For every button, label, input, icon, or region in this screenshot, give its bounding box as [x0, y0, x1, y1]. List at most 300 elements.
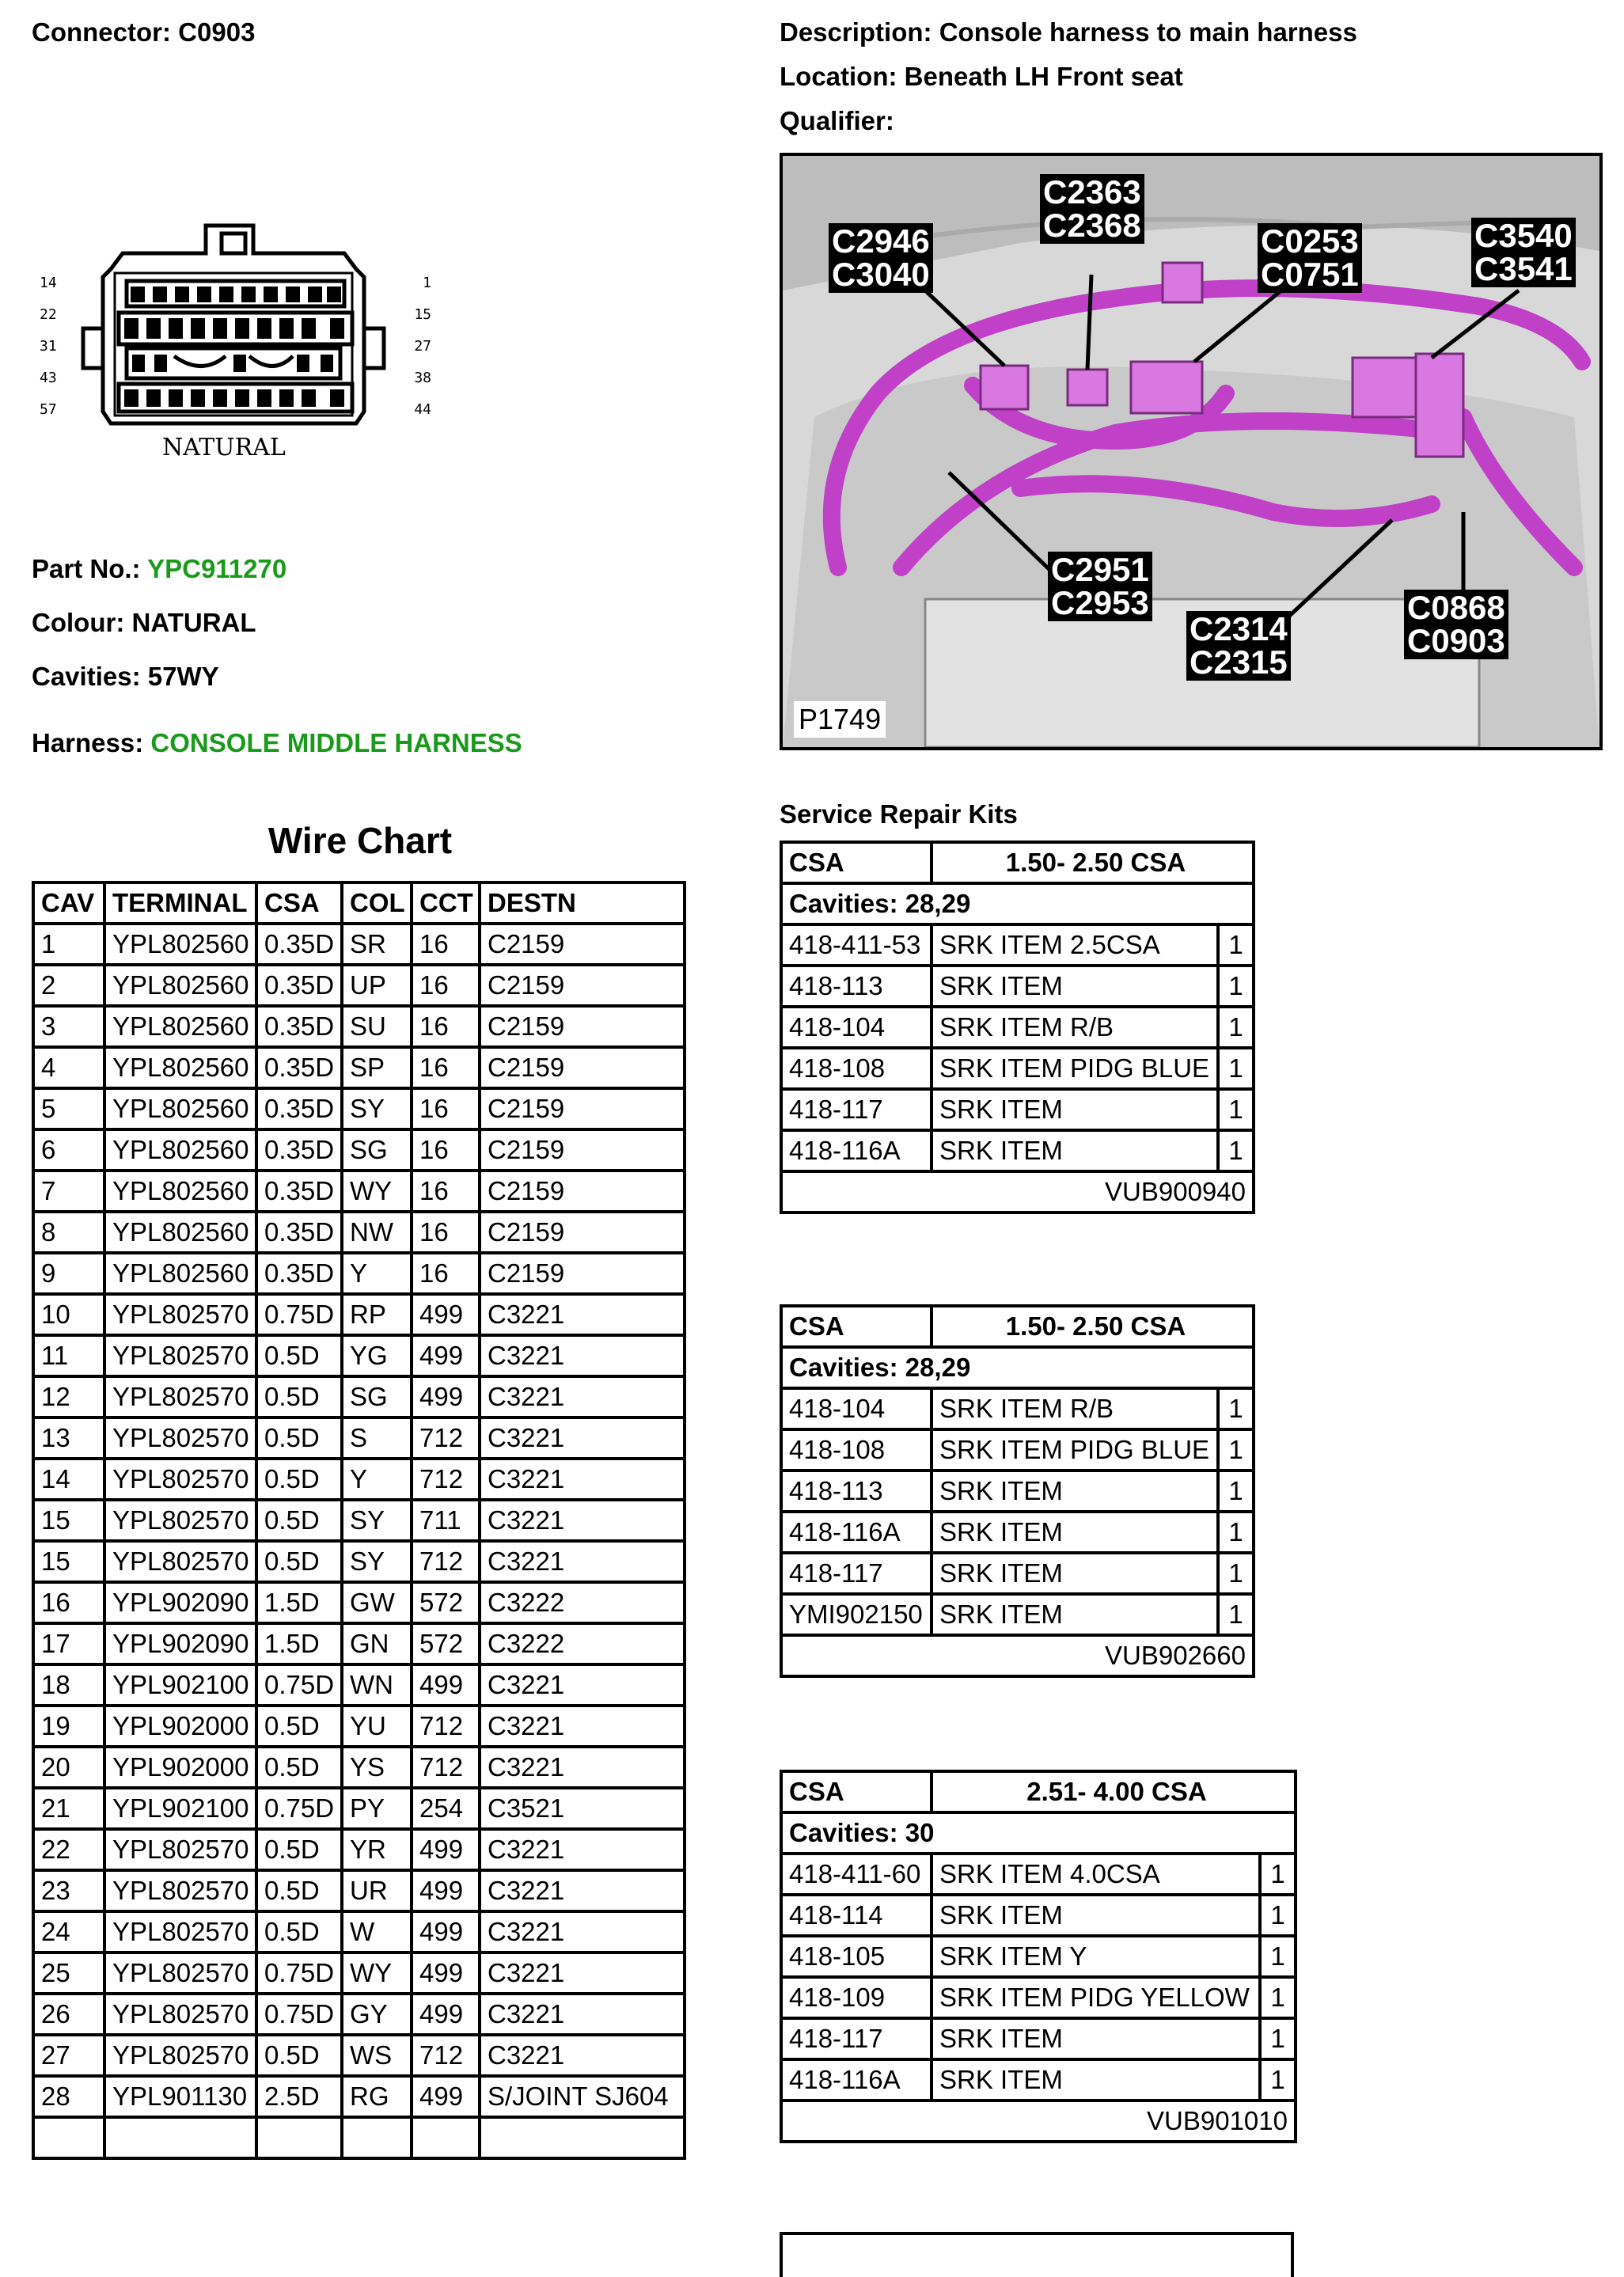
description-value: Console harness to main harness — [939, 17, 1357, 47]
photo-label-line: C2946 — [832, 222, 930, 260]
table-cell: 17 — [33, 1623, 104, 1664]
table-row — [33, 1047, 685, 1088]
kit-header-row — [781, 842, 1254, 883]
table-cell: C3221 — [480, 1500, 685, 1541]
table-cell: 0.5D — [256, 1870, 342, 1911]
table-row — [33, 1253, 685, 1294]
table-cell: 0.5D — [256, 1376, 342, 1417]
table-cell — [412, 2117, 480, 2158]
photo-label-line: C0868 — [1407, 589, 1505, 626]
kit-item-quantity: 1 — [1218, 1007, 1254, 1048]
table-cell: C2159 — [480, 1006, 685, 1047]
pin-label: 31 — [40, 338, 57, 355]
table-cell: YPL802570 — [104, 1829, 256, 1870]
kit-item-quantity: 1 — [1218, 924, 1254, 966]
continued-table-top-border — [780, 2232, 1294, 2235]
table-cell: 16 — [412, 1129, 480, 1171]
table-cell: Y — [342, 1459, 412, 1500]
table-cell — [104, 2117, 256, 2158]
kit-item-quantity: 1 — [1260, 1895, 1296, 1936]
table-cell: 0.75D — [256, 1294, 342, 1335]
pin-label: 44 — [414, 401, 431, 418]
kit-item-description: SRK ITEM R/B — [932, 1007, 1218, 1048]
table-cell: C3222 — [480, 1582, 685, 1623]
table-cell: YPL802570 — [104, 1953, 256, 1994]
csa-label: CSA — [781, 1771, 932, 1812]
kit-item-description: SRK ITEM — [932, 1512, 1218, 1553]
table-row — [33, 1459, 685, 1500]
table-cell: 0.35D — [256, 1088, 342, 1129]
kit-item-description: SRK ITEM PIDG YELLOW — [932, 1977, 1260, 2018]
table-row — [33, 1911, 685, 1953]
csa-range: 2.51- 4.00 CSA — [932, 1771, 1296, 1812]
table-cell: UP — [342, 965, 412, 1006]
table-cell: 24 — [33, 1911, 104, 1953]
table-cell: 499 — [412, 1335, 480, 1376]
table-cell: SY — [342, 1500, 412, 1541]
kit-item-description: SRK ITEM 4.0CSA — [932, 1854, 1260, 1895]
table-cell: C3221 — [480, 1870, 685, 1911]
table-cell: WY — [342, 1171, 412, 1212]
photo-id: P1749 — [794, 701, 886, 738]
table-cell: 0.5D — [256, 1706, 342, 1747]
harness-line — [32, 728, 522, 758]
kit-item-part: 418-109 — [781, 1977, 932, 2018]
table-row — [33, 1541, 685, 1582]
table-cell: 499 — [412, 1870, 480, 1911]
table-cell: YPL802560 — [104, 1129, 256, 1171]
csa-range: 1.50- 2.50 CSA — [932, 1306, 1254, 1347]
table-cell: C3222 — [480, 1623, 685, 1664]
table-cell: 0.75D — [256, 1994, 342, 2035]
kit-item-description: SRK ITEM — [932, 1471, 1218, 1512]
kit-item-part: 418-108 — [781, 1429, 932, 1471]
kit-item-quantity: 1 — [1218, 1594, 1254, 1635]
kit-item-row — [781, 1130, 1254, 1171]
kit-item-quantity: 1 — [1218, 1429, 1254, 1471]
table-cell: 14 — [33, 1459, 104, 1500]
kit-item-description: SRK ITEM — [932, 2018, 1260, 2059]
table-cell: SY — [342, 1541, 412, 1582]
table-cell: YPL902090 — [104, 1623, 256, 1664]
kit-item-row — [781, 966, 1254, 1007]
table-cell: 2 — [33, 965, 104, 1006]
part-no-label: Part No.: — [32, 554, 141, 583]
table-cell: GN — [342, 1623, 412, 1664]
kit-number-row — [781, 1171, 1254, 1213]
photo-label — [1186, 611, 1291, 681]
table-cell: SY — [342, 1088, 412, 1129]
photo-label — [1471, 218, 1576, 287]
table-cell: 0.5D — [256, 1335, 342, 1376]
table-cell: 5 — [33, 1088, 104, 1129]
table-row — [33, 1994, 685, 2035]
repair-kit-table — [780, 1770, 1297, 2143]
table-cell: C3221 — [480, 1294, 685, 1335]
kit-item-description: SRK ITEM — [932, 2059, 1260, 2101]
pin-label: 22 — [40, 306, 57, 323]
kit-item-part: 418-116A — [781, 1130, 932, 1171]
kit-item-row — [781, 1512, 1254, 1553]
kit-item-part: 418-108 — [781, 1048, 932, 1089]
table-cell: SG — [342, 1376, 412, 1417]
table-cell: 0.5D — [256, 1459, 342, 1500]
table-cell: C2159 — [480, 1088, 685, 1129]
table-cell: RG — [342, 2076, 412, 2117]
table-cell: Y — [342, 1253, 412, 1294]
table-cell: GY — [342, 1994, 412, 2035]
location-value: Beneath LH Front seat — [904, 62, 1183, 91]
table-cell: C2159 — [480, 1171, 685, 1212]
table-cell: 26 — [33, 1994, 104, 2035]
table-cell: 27 — [33, 2035, 104, 2076]
kit-item-description: SRK ITEM — [932, 1089, 1218, 1130]
table-cell: 572 — [412, 1582, 480, 1623]
table-row — [33, 1829, 685, 1870]
kit-item-row — [781, 1471, 1254, 1512]
connector-heading — [32, 17, 255, 47]
table-row — [33, 1582, 685, 1623]
table-cell: 712 — [412, 1459, 480, 1500]
table-cell: YPL802570 — [104, 1417, 256, 1459]
photo-label — [1040, 174, 1144, 244]
table-row — [33, 1500, 685, 1541]
pin-label: 1 — [423, 275, 431, 291]
kit-item-quantity: 1 — [1218, 1089, 1254, 1130]
table-row — [33, 1788, 685, 1829]
table-cell: 711 — [412, 1500, 480, 1541]
table-cell: YPL802570 — [104, 1911, 256, 1953]
table-row — [33, 1953, 685, 1994]
colour-value: NATURAL — [131, 608, 256, 637]
kit-item-part: 418-105 — [781, 1936, 932, 1977]
table-cell: 0.5D — [256, 1829, 342, 1870]
table-cell: C3221 — [480, 2035, 685, 2076]
table-row — [33, 1129, 685, 1171]
colour-label: Colour: — [32, 608, 125, 637]
kit-item-part: 418-114 — [781, 1895, 932, 1936]
table-cell: 712 — [412, 2035, 480, 2076]
service-repair-kits-title: Service Repair Kits — [780, 799, 1018, 829]
table-cell: YPL902000 — [104, 1706, 256, 1747]
kit-item-description: SRK ITEM — [932, 1895, 1260, 1936]
kit-item-quantity: 1 — [1260, 1854, 1296, 1895]
table-cell: RP — [342, 1294, 412, 1335]
photo-label-line: C2363 — [1043, 173, 1141, 211]
table-cell: YPL802560 — [104, 1006, 256, 1047]
table-row — [33, 1006, 685, 1047]
table-cell: WS — [342, 2035, 412, 2076]
table-cell: 0.5D — [256, 1500, 342, 1541]
table-row — [33, 1088, 685, 1129]
harness-value: CONSOLE MIDDLE HARNESS — [150, 728, 522, 757]
table-row — [33, 924, 685, 965]
kit-item-row — [781, 1429, 1254, 1471]
table-cell: S — [342, 1417, 412, 1459]
table-cell: C3221 — [480, 1541, 685, 1582]
table-row — [33, 1706, 685, 1747]
kit-number-row — [781, 2101, 1296, 2142]
table-cell: 499 — [412, 1953, 480, 1994]
table-cell: 15 — [33, 1500, 104, 1541]
kit-item-part: 418-113 — [781, 1471, 932, 1512]
table-cell: 10 — [33, 1294, 104, 1335]
table-cell: WN — [342, 1664, 412, 1706]
table-row — [33, 2076, 685, 2117]
table-cell: 16 — [412, 924, 480, 965]
kit-item-row — [781, 1048, 1254, 1089]
table-cell: C2159 — [480, 1253, 685, 1294]
kit-item-description: SRK ITEM PIDG BLUE — [932, 1429, 1218, 1471]
table-cell: 28 — [33, 2076, 104, 2117]
table-cell: 7 — [33, 1171, 104, 1212]
part-no-value: YPC911270 — [147, 554, 287, 583]
qualifier-line — [780, 106, 894, 136]
kit-item-row — [781, 1594, 1254, 1635]
kit-item-quantity: 1 — [1218, 966, 1254, 1007]
connector-face-diagram — [36, 214, 463, 475]
column-header: DESTN — [480, 882, 685, 924]
continued-table-right-border — [1291, 2232, 1294, 2277]
table-cell: GW — [342, 1582, 412, 1623]
kit-cavities: Cavities: 28,29 — [781, 883, 1254, 924]
kit-item-part: 418-117 — [781, 1089, 932, 1130]
table-cell: YR — [342, 1829, 412, 1870]
table-cell: C2159 — [480, 1212, 685, 1253]
kit-number-row — [781, 1635, 1254, 1676]
kit-item-quantity: 1 — [1260, 1936, 1296, 1977]
table-cell: 16 — [412, 1006, 480, 1047]
photo-label-line: C3540 — [1474, 217, 1573, 254]
table-cell: 0.5D — [256, 2035, 342, 2076]
table-cell: 11 — [33, 1335, 104, 1376]
pin-label: 15 — [414, 306, 431, 323]
table-cell: 16 — [33, 1582, 104, 1623]
kit-item-row — [781, 1854, 1296, 1895]
column-header: TERMINAL — [104, 882, 256, 924]
table-row-empty — [33, 2117, 685, 2158]
table-row — [33, 1294, 685, 1335]
wire-chart-table — [32, 881, 686, 2160]
table-cell: 22 — [33, 1829, 104, 1870]
kit-item-part: 418-104 — [781, 1007, 932, 1048]
kit-item-row — [781, 1895, 1296, 1936]
table-cell: C2159 — [480, 965, 685, 1006]
kit-item-part: 418-116A — [781, 1512, 932, 1553]
kit-item-description: SRK ITEM — [932, 966, 1218, 1007]
table-cell: YPL802570 — [104, 1994, 256, 2035]
table-cell: YPL901130 — [104, 2076, 256, 2117]
table-cell: SG — [342, 1129, 412, 1171]
table-cell: 0.5D — [256, 1911, 342, 1953]
photo-label-line: C2953 — [1051, 584, 1149, 621]
table-cell: YPL802560 — [104, 1171, 256, 1212]
table-cell: 712 — [412, 1541, 480, 1582]
table-cell: YPL802560 — [104, 1212, 256, 1253]
table-cell: SP — [342, 1047, 412, 1088]
csa-range: 1.50- 2.50 CSA — [932, 842, 1254, 883]
kit-item-quantity: 1 — [1260, 2018, 1296, 2059]
table-cell: 16 — [412, 965, 480, 1006]
photo-label-line: C0253 — [1261, 222, 1359, 260]
table-cell: 0.75D — [256, 1953, 342, 1994]
kit-cavities-row — [781, 883, 1254, 924]
kit-item-description: SRK ITEM — [932, 1594, 1218, 1635]
kit-number: VUB900940 — [781, 1171, 1254, 1213]
wire-chart-title: Wire Chart — [268, 820, 453, 861]
table-row — [33, 965, 685, 1006]
table-cell: C3221 — [480, 1417, 685, 1459]
table-cell — [256, 2117, 342, 2158]
table-cell: YPL802570 — [104, 1541, 256, 1582]
harness-label: Harness: — [32, 728, 144, 757]
table-row — [33, 1870, 685, 1911]
kit-item-row — [781, 1388, 1254, 1429]
table-cell: YPL802560 — [104, 965, 256, 1006]
kit-item-quantity: 1 — [1218, 1471, 1254, 1512]
table-cell: 712 — [412, 1747, 480, 1788]
table-cell: C3221 — [480, 1829, 685, 1870]
kit-item-description: SRK ITEM PIDG BLUE — [932, 1048, 1218, 1089]
table-cell: C2159 — [480, 1047, 685, 1088]
table-cell: 0.75D — [256, 1788, 342, 1829]
table-cell: C2159 — [480, 1129, 685, 1171]
kit-item-row — [781, 1007, 1254, 1048]
kit-item-description: SRK ITEM 2.5CSA — [932, 924, 1218, 966]
table-row — [33, 1212, 685, 1253]
table-cell: 0.35D — [256, 1212, 342, 1253]
table-cell — [342, 2117, 412, 2158]
table-cell: 0.75D — [256, 1664, 342, 1706]
table-cell: 3 — [33, 1006, 104, 1047]
table-cell: YU — [342, 1706, 412, 1747]
table-row — [33, 1417, 685, 1459]
table-cell: C3221 — [480, 1747, 685, 1788]
repair-kit-table — [780, 1304, 1255, 1678]
table-cell: 1.5D — [256, 1582, 342, 1623]
table-cell: YPL802570 — [104, 1870, 256, 1911]
table-cell: 499 — [412, 1376, 480, 1417]
connector-label: Connector: — [32, 17, 171, 47]
table-cell: 21 — [33, 1788, 104, 1829]
table-cell: 8 — [33, 1212, 104, 1253]
table-cell: C3221 — [480, 1335, 685, 1376]
table-cell: C3221 — [480, 1459, 685, 1500]
table-cell: 0.35D — [256, 1006, 342, 1047]
table-cell: PY — [342, 1788, 412, 1829]
table-row — [33, 1335, 685, 1376]
wire-chart-header-row — [33, 882, 685, 924]
pin-labels-left — [40, 268, 57, 426]
kit-item-part: 418-116A — [781, 2059, 932, 2101]
photo-label — [829, 223, 933, 293]
table-cell: 572 — [412, 1623, 480, 1664]
connector-colour-caption: NATURAL — [162, 434, 286, 461]
kit-item-description: SRK ITEM — [932, 1553, 1218, 1594]
table-cell: SR — [342, 924, 412, 965]
table-cell: 1.5D — [256, 1623, 342, 1664]
table-cell: 499 — [412, 1829, 480, 1870]
table-cell: C3221 — [480, 1953, 685, 1994]
table-cell: 0.35D — [256, 924, 342, 965]
table-row — [33, 1171, 685, 1212]
kit-number: VUB901010 — [781, 2101, 1296, 2142]
photo-label-line: C3040 — [832, 256, 930, 293]
kit-header-row — [781, 1306, 1254, 1347]
table-cell: 6 — [33, 1129, 104, 1171]
photo-label-line: C3541 — [1474, 250, 1573, 287]
table-cell: 0.5D — [256, 1747, 342, 1788]
table-cell: WY — [342, 1953, 412, 1994]
table-cell: C3221 — [480, 1911, 685, 1953]
csa-label: CSA — [781, 1306, 932, 1347]
table-cell: S/JOINT SJ604 — [480, 2076, 685, 2117]
table-cell: YG — [342, 1335, 412, 1376]
table-cell — [480, 2117, 685, 2158]
kit-cavities-row — [781, 1812, 1296, 1854]
kit-cavities: Cavities: 28,29 — [781, 1347, 1254, 1388]
table-cell: YPL802570 — [104, 1294, 256, 1335]
table-cell: YPL802560 — [104, 1253, 256, 1294]
table-row — [33, 1747, 685, 1788]
colour-line — [32, 608, 256, 638]
table-cell: YPL802570 — [104, 2035, 256, 2076]
table-cell: 254 — [412, 1788, 480, 1829]
table-cell: 2.5D — [256, 2076, 342, 2117]
table-cell: SU — [342, 1006, 412, 1047]
table-cell: 0.35D — [256, 1047, 342, 1088]
table-cell: YPL902090 — [104, 1582, 256, 1623]
kit-item-row — [781, 1089, 1254, 1130]
table-cell: 19 — [33, 1706, 104, 1747]
table-cell: C3221 — [480, 1376, 685, 1417]
location-line — [780, 62, 1183, 92]
kit-item-part: 418-104 — [781, 1388, 932, 1429]
pin-label: 38 — [414, 370, 431, 386]
continued-table-left-border — [780, 2232, 783, 2277]
kit-item-part: 418-117 — [781, 1553, 932, 1594]
table-cell: YPL802560 — [104, 1047, 256, 1088]
table-cell: 0.35D — [256, 1129, 342, 1171]
kit-item-description: SRK ITEM Y — [932, 1936, 1260, 1977]
table-cell: YPL802570 — [104, 1335, 256, 1376]
table-row — [33, 2035, 685, 2076]
table-cell: 0.35D — [256, 1253, 342, 1294]
table-cell: 16 — [412, 1212, 480, 1253]
photo-label — [1258, 223, 1362, 293]
kit-item-row — [781, 2059, 1296, 2101]
table-cell: YPL802570 — [104, 1459, 256, 1500]
photo-label — [1404, 590, 1508, 659]
description-label: Description: — [780, 17, 932, 47]
kit-item-quantity: 1 — [1260, 1977, 1296, 2018]
pin-label: 27 — [414, 338, 431, 355]
table-cell: C3221 — [480, 1706, 685, 1747]
kit-item-part: YMI902150 — [781, 1594, 932, 1635]
table-cell: YPL802570 — [104, 1376, 256, 1417]
pin-label: 14 — [40, 275, 57, 291]
kit-item-row — [781, 1936, 1296, 1977]
repair-kit-table — [780, 841, 1255, 1214]
kit-item-row — [781, 2018, 1296, 2059]
table-row — [33, 1376, 685, 1417]
pin-label: 43 — [40, 370, 57, 386]
photo-label — [1048, 552, 1152, 621]
kit-item-part: 418-411-60 — [781, 1854, 932, 1895]
table-cell: 25 — [33, 1953, 104, 1994]
photo-label-line: C2315 — [1190, 643, 1288, 681]
table-cell: YPL802560 — [104, 1088, 256, 1129]
